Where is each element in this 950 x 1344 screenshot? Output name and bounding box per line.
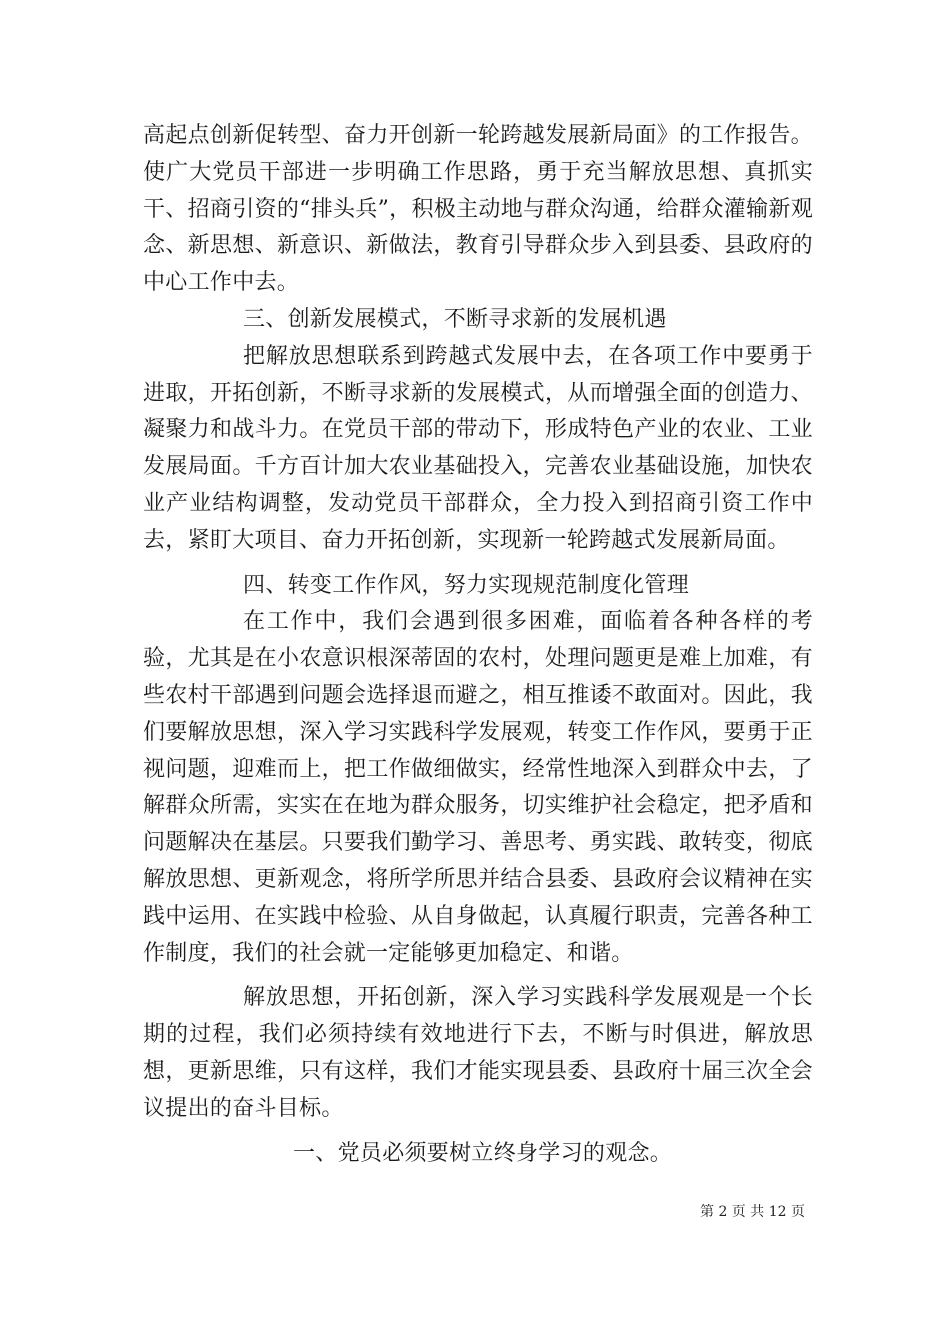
section-heading-three: 三、创新发展模式，不断寻求新的发展机遇 bbox=[243, 306, 667, 332]
paragraph: 把解放思想联系到跨越式发展中去，在各项工作中要勇于进取，开拓创新，不断寻求新的发展模式，从而增强全面的创造力、凝聚力和战斗力。在党员干部的带动下，形成特色产业的农业、工业发展局面。千方百计加大农业基础投入，完善农业基础设施，加快农业产业结构调整，发动党员干部群众，全力投入到招商引资工作中去，紧盯大项目、奋力开拓创新，实现新一轮跨越式发展新局面。 bbox=[143, 343, 813, 553]
document-body bbox=[143, 118, 813, 1172]
section-heading-one: 一、党员必须要树立终身学习的观念。 bbox=[293, 1140, 673, 1166]
paragraph: 解放思想，开拓创新，深入学习实践科学发展观是一个长期的过程，我们必须持续有效地进行下去，不断与时俱进，解放思想，更新思维，只有这样，我们才能实现县委、县政府十届三次全会议提出的奋斗目标。 bbox=[143, 985, 813, 1121]
paragraph: 在工作中，我们会遇到很多困难，面临着各种各样的考验，尤其是在小农意识根深蒂固的农村，处理问题更是难上加难，有些农村干部遇到问题会选择退而避之，相互推诿不敢面对。因此，我们要解放思想，深入学习实践科学发展观，转变工作作风，要勇于正视问题，迎难而上，把工作做细做实，经常性地深入到群众中去，了解群众所需，实实在在地为群众服务，切实维护社会稳定，把矛盾和问题解决在基层。只要我们勤学习、善思考、勇实践、敢转变，彻底解放思想、更新观念，将所学所思并结合县委、县政府会议精神在实践中运用、在实践中检验、从自身做起，认真履行职责，完善各种工作制度，我们的社会就一定能够更加稳定、和谐。 bbox=[143, 609, 813, 966]
section-heading-four: 四、转变工作作风，努力实现规范制度化管理 bbox=[243, 572, 690, 598]
page-number: 第 2 页 共 12 页 bbox=[700, 1204, 805, 1220]
paragraph-continued: 高起点创新促转型、奋力开创新一轮跨越发展新局面》的工作报告。使广大党员干部进一步明确工作思路，勇于充当解放思想、真抓实干、招商引资的“排头兵”，积极主动地与群众沟通，给群众灌输新观念、新思想、新意识、新做法，教育引导群众步入到县委、县政府的中心工作中去。 bbox=[143, 123, 813, 296]
